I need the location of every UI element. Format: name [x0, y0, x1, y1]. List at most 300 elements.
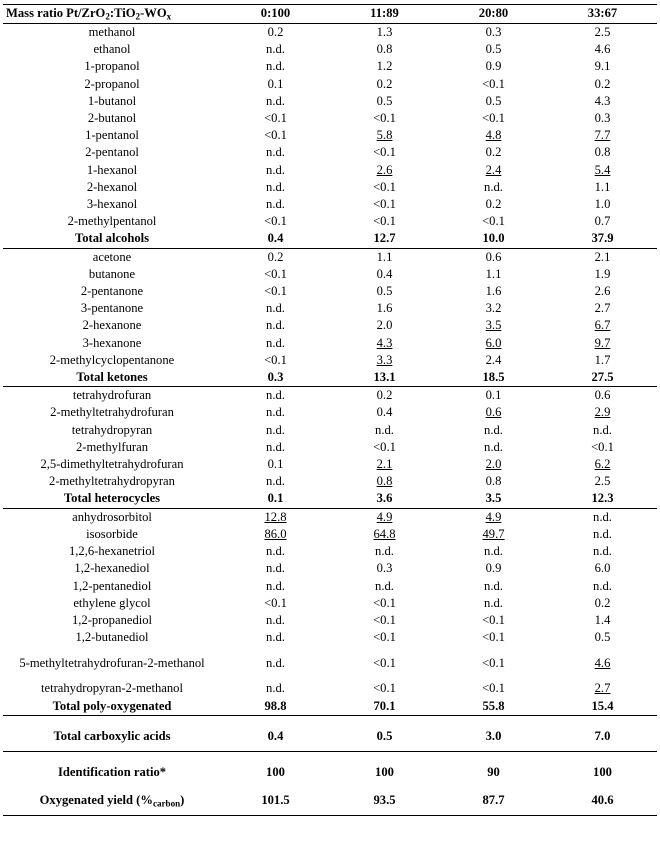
value-cell-text: 0.1 [485, 388, 502, 403]
compound-name [3, 439, 221, 456]
value-cell [221, 41, 330, 58]
value-cell-text: n.d. [593, 544, 612, 559]
value-cell-text: <0.1 [264, 214, 287, 229]
value-cell-text: n.d. [593, 578, 612, 593]
value-cell-text: n.d. [266, 681, 285, 696]
value-cell [330, 526, 439, 543]
compound-name-text: 1-hexanol [86, 162, 138, 177]
total-row [3, 723, 657, 752]
value-cell [548, 352, 657, 369]
value-cell-text: n.d. [266, 561, 285, 576]
value-cell-text: 2.1 [594, 249, 611, 264]
value-cell-text: n.d. [375, 422, 394, 437]
table-row [3, 76, 657, 93]
spacer-cell [3, 751, 221, 759]
value-cell [330, 543, 439, 560]
value-cell [330, 759, 439, 787]
value-cell-text: 93.5 [373, 793, 396, 808]
value-cell-text: n.d. [484, 179, 503, 194]
value-cell [439, 473, 548, 490]
value-cell-text: 1.2 [376, 59, 393, 74]
ratio-header: 33:67 [548, 5, 657, 24]
value-cell [330, 404, 439, 421]
compound-name-text: 2-methylcyclopentanone [49, 352, 175, 367]
value-cell [221, 317, 330, 334]
compound-name [3, 422, 221, 439]
value-cell [330, 787, 439, 816]
value-cell [548, 58, 657, 75]
spacer-row [3, 715, 657, 723]
value-cell-text: 10.0 [482, 231, 505, 246]
compound-name [3, 473, 221, 490]
compound-name-text: 2-hexanol [86, 179, 138, 194]
table-row [3, 335, 657, 352]
value-cell [548, 490, 657, 508]
compound-name [3, 456, 221, 473]
value-cell-text: <0.1 [373, 179, 396, 194]
value-cell-text: <0.1 [373, 145, 396, 160]
value-cell [548, 76, 657, 93]
value-cell [221, 543, 330, 560]
value-cell [221, 787, 330, 816]
ratio-header: 20:80 [439, 5, 548, 24]
value-cell-text: n.d. [266, 197, 285, 212]
compound-name [3, 230, 221, 248]
compound-name [3, 300, 221, 317]
value-cell-text: 12.3 [591, 491, 614, 506]
value-cell [221, 24, 330, 42]
table-row [3, 248, 657, 266]
value-cell-text: 0.3 [485, 25, 502, 39]
value-cell-text: 6.7 [594, 318, 611, 333]
value-cell [221, 404, 330, 421]
compound-name [3, 629, 221, 646]
compound-name-text: 2-butanol [87, 111, 137, 126]
value-cell-text: n.d. [266, 388, 285, 403]
table-row [3, 41, 657, 58]
yield-label: Oxygenated yield (% [39, 793, 153, 808]
compound-name [3, 543, 221, 560]
value-cell [221, 422, 330, 439]
compound-name-text: 2-propanol [84, 76, 140, 91]
compound-name-text: Total heterocycles [63, 491, 161, 506]
value-cell [439, 404, 548, 421]
value-cell [548, 230, 657, 248]
table-row [3, 526, 657, 543]
total-row [3, 230, 657, 248]
value-cell [221, 759, 330, 787]
compound-name-text: Identification ratio* [57, 765, 167, 780]
value-cell [330, 230, 439, 248]
compound-name [3, 698, 221, 716]
value-cell-text: 0.6 [594, 388, 611, 403]
value-cell-text: 70.1 [373, 698, 396, 713]
value-cell [439, 144, 548, 161]
compound-name [3, 612, 221, 629]
spacer-cell [439, 751, 548, 759]
value-cell-text: 2.4 [485, 352, 502, 367]
value-cell [439, 213, 548, 230]
value-cell-text: n.d. [266, 335, 285, 350]
value-cell [439, 526, 548, 543]
value-cell [439, 335, 548, 352]
value-cell [439, 508, 548, 526]
compound-name [3, 787, 221, 816]
summary-row [3, 759, 657, 787]
value-cell [330, 300, 439, 317]
compound-name-text: isosorbide [86, 526, 138, 541]
value-cell [221, 179, 330, 196]
value-cell [330, 127, 439, 144]
total-row [3, 490, 657, 508]
value-cell-text: 101.5 [261, 793, 290, 808]
value-cell [548, 508, 657, 526]
compound-name-text: 2-methylfuran [75, 439, 149, 454]
value-cell-text: 0.5 [376, 284, 393, 299]
value-cell [330, 76, 439, 93]
table-row [3, 680, 657, 697]
compound-name-text: 1,2-propanediol [71, 612, 153, 627]
value-cell [548, 110, 657, 127]
value-cell [221, 213, 330, 230]
compound-name [3, 162, 221, 179]
product-distribution-table [3, 4, 657, 816]
value-cell [548, 787, 657, 816]
table-row [3, 456, 657, 473]
compound-name-text: 1-pentanol [85, 128, 139, 143]
compound-name-text: Total carboxylic acids [53, 729, 171, 744]
value-cell [330, 508, 439, 526]
compound-name-text: 5-methyltetrahydrofuran-2-methanol [19, 655, 205, 670]
value-cell [439, 439, 548, 456]
value-cell [330, 196, 439, 213]
value-cell-text: 0.3 [267, 370, 284, 385]
value-cell [221, 144, 330, 161]
value-cell [548, 93, 657, 110]
value-cell-text: 2.6 [376, 162, 393, 177]
value-cell [330, 456, 439, 473]
value-cell-text: 0.5 [376, 729, 393, 744]
compound-name [3, 387, 221, 405]
value-cell-text: n.d. [593, 422, 612, 437]
value-cell-text: 2.6 [594, 284, 611, 299]
value-cell-text: 1.4 [594, 612, 611, 627]
table-row [3, 110, 657, 127]
value-cell [439, 456, 548, 473]
value-cell [439, 578, 548, 595]
value-cell [439, 248, 548, 266]
compound-name-text: 2-methyltetrahydrofuran [50, 405, 174, 420]
value-cell-text: <0.1 [482, 681, 505, 696]
value-cell [439, 387, 548, 405]
value-cell [548, 646, 657, 680]
value-cell-text: n.d. [266, 422, 285, 437]
value-cell-text: 4.6 [594, 42, 611, 57]
value-cell [330, 179, 439, 196]
value-cell [221, 248, 330, 266]
value-cell-text: 18.5 [482, 370, 505, 385]
compound-name-text: 1,2-hexanediol [74, 561, 150, 576]
table-row [3, 317, 657, 334]
compound-name [3, 578, 221, 595]
value-cell-text: 7.0 [594, 729, 611, 744]
value-cell [439, 422, 548, 439]
value-cell [439, 179, 548, 196]
value-cell [548, 543, 657, 560]
value-cell [548, 213, 657, 230]
value-cell-text: <0.1 [373, 612, 396, 627]
value-cell-text: 64.8 [373, 526, 396, 541]
value-cell-text: <0.1 [373, 595, 396, 610]
spacer-cell [221, 751, 330, 759]
value-cell-text: 0.2 [376, 76, 393, 91]
value-cell-text: 0.2 [485, 197, 502, 212]
value-cell-text: 4.6 [594, 655, 611, 670]
table-row [3, 508, 657, 526]
value-cell [221, 680, 330, 697]
value-cell-text: 2.5 [594, 474, 611, 489]
value-cell [439, 41, 548, 58]
value-cell-text: n.d. [266, 439, 285, 454]
table-row [3, 144, 657, 161]
value-cell-text: 1.7 [594, 352, 611, 367]
value-cell [221, 578, 330, 595]
total-row [3, 369, 657, 387]
value-cell [221, 266, 330, 283]
compound-name-text: 3-hexanol [86, 197, 138, 212]
value-cell-text: 15.4 [591, 698, 614, 713]
value-cell [221, 127, 330, 144]
value-cell [439, 543, 548, 560]
value-cell-text: 98.8 [264, 698, 287, 713]
value-cell [439, 787, 548, 816]
table-row [3, 578, 657, 595]
compound-name-text: Total poly-oxygenated [52, 698, 172, 713]
value-cell [221, 196, 330, 213]
table-row [3, 196, 657, 213]
value-cell-text: 100 [375, 765, 394, 780]
compound-name [3, 560, 221, 577]
table-row [3, 213, 657, 230]
value-cell [548, 560, 657, 577]
value-cell [330, 422, 439, 439]
value-cell [221, 646, 330, 680]
value-cell [548, 127, 657, 144]
table-body [3, 24, 657, 816]
value-cell-text: n.d. [375, 578, 394, 593]
compound-name [3, 266, 221, 283]
compound-name-text: Total ketones [76, 370, 148, 385]
value-cell-text: 3.2 [485, 301, 502, 316]
spacer-cell [439, 715, 548, 723]
value-cell-text: n.d. [266, 544, 285, 559]
value-cell-text: n.d. [266, 42, 285, 57]
value-cell [330, 93, 439, 110]
value-cell-text: n.d. [375, 544, 394, 559]
value-cell-text: n.d. [266, 630, 285, 645]
value-cell-text: n.d. [266, 145, 285, 160]
value-cell-text: 1.3 [376, 25, 393, 39]
value-cell [439, 300, 548, 317]
value-cell [548, 283, 657, 300]
spacer-cell [330, 751, 439, 759]
value-cell-text: n.d. [266, 474, 285, 489]
value-cell-text: 0.8 [485, 474, 502, 489]
value-cell-text: n.d. [484, 422, 503, 437]
value-cell [330, 439, 439, 456]
value-cell [439, 490, 548, 508]
value-cell [439, 680, 548, 697]
spacer-cell [548, 751, 657, 759]
table-row [3, 387, 657, 405]
value-cell-text: 40.6 [591, 793, 614, 808]
compound-name-text: 2,5-dimethyltetrahydrofuran [40, 457, 184, 472]
compound-name-text: 1-propanol [84, 59, 140, 74]
value-cell-text: 4.9 [485, 509, 502, 524]
value-cell-text: n.d. [266, 301, 285, 316]
value-cell-text: 6.0 [485, 335, 502, 350]
value-cell [330, 629, 439, 646]
value-cell [439, 93, 548, 110]
compound-name-text: Total alcohols [74, 231, 150, 246]
value-cell-text: <0.1 [482, 612, 505, 627]
value-cell-text: <0.1 [264, 111, 287, 126]
spacer-cell [330, 715, 439, 723]
value-cell [221, 300, 330, 317]
value-cell [330, 352, 439, 369]
value-cell-text: 2.0 [376, 318, 393, 333]
table-row [3, 473, 657, 490]
value-cell-text: 3.6 [376, 491, 393, 506]
value-cell [221, 230, 330, 248]
value-cell-text: 27.5 [591, 370, 614, 385]
compound-name [3, 595, 221, 612]
value-cell [221, 369, 330, 387]
yield-label-close: ) [180, 793, 185, 808]
table-row [3, 283, 657, 300]
value-cell [221, 76, 330, 93]
value-cell-text: 1.6 [485, 284, 502, 299]
value-cell-text: n.d. [266, 612, 285, 627]
value-cell [548, 456, 657, 473]
compound-name [3, 179, 221, 196]
compound-name-text: 2-methyltetrahydropyran [49, 474, 175, 489]
value-cell-text: <0.1 [373, 111, 396, 126]
compound-name [3, 680, 221, 697]
table-row [3, 24, 657, 42]
value-cell [548, 473, 657, 490]
value-cell-text: <0.1 [373, 439, 396, 454]
value-cell-text: 2.9 [594, 405, 611, 420]
value-cell [439, 196, 548, 213]
compound-name-text: butanone [88, 266, 136, 281]
table-row [3, 58, 657, 75]
value-cell-text: 0.4 [267, 729, 284, 744]
value-cell-text: 1.1 [376, 249, 393, 264]
table-row [3, 629, 657, 646]
value-cell [548, 404, 657, 421]
value-cell-text: <0.1 [373, 681, 396, 696]
value-cell-text: <0.1 [482, 214, 505, 229]
value-cell-text: 9.1 [594, 59, 611, 74]
value-cell-text: 0.3 [594, 111, 611, 126]
value-cell [548, 422, 657, 439]
value-cell-text: <0.1 [482, 111, 505, 126]
value-cell-text: n.d. [484, 439, 503, 454]
compound-name-text: tetrahydropyran [71, 422, 153, 437]
compound-name [3, 526, 221, 543]
value-cell [330, 24, 439, 42]
compound-name-text: methanol [88, 25, 136, 39]
value-cell-text: n.d. [266, 655, 285, 670]
table-row [3, 543, 657, 560]
compound-name-text: tetrahydropyran-2-methanol [41, 681, 183, 696]
value-cell-text: n.d. [266, 162, 285, 177]
value-cell [330, 266, 439, 283]
compound-name [3, 41, 221, 58]
value-cell-text: 1.6 [376, 301, 393, 316]
value-cell [548, 698, 657, 716]
table-row [3, 404, 657, 421]
value-cell [439, 352, 548, 369]
value-cell [439, 759, 548, 787]
value-cell [548, 248, 657, 266]
value-cell-text: n.d. [266, 578, 285, 593]
table-row [3, 422, 657, 439]
value-cell [548, 317, 657, 334]
value-cell [439, 127, 548, 144]
value-cell [548, 723, 657, 752]
value-cell [221, 560, 330, 577]
value-cell [548, 335, 657, 352]
value-cell [439, 230, 548, 248]
compound-name [3, 144, 221, 161]
value-cell-text: 2.7 [594, 301, 611, 316]
value-cell-text: <0.1 [482, 76, 505, 91]
value-cell [548, 144, 657, 161]
value-cell [221, 110, 330, 127]
compound-name-text: acetone [92, 249, 132, 264]
compound-name [3, 646, 221, 680]
value-cell [221, 162, 330, 179]
compound-name [3, 352, 221, 369]
value-cell-text: 100 [266, 765, 285, 780]
value-cell [330, 58, 439, 75]
value-cell [330, 490, 439, 508]
value-cell [221, 335, 330, 352]
value-cell [330, 283, 439, 300]
compound-name [3, 93, 221, 110]
value-cell [439, 629, 548, 646]
value-cell [330, 335, 439, 352]
spacer-cell [548, 715, 657, 723]
value-cell [221, 490, 330, 508]
value-cell-text: 0.3 [376, 561, 393, 576]
value-cell [439, 76, 548, 93]
value-cell-text: 87.7 [482, 793, 505, 808]
value-cell-text: 9.7 [594, 335, 611, 350]
value-cell-text: n.d. [484, 544, 503, 559]
compound-name [3, 196, 221, 213]
value-cell [548, 526, 657, 543]
compound-name-text: anhydrosorbitol [72, 509, 152, 524]
value-cell [548, 759, 657, 787]
value-cell-text: 0.4 [376, 266, 393, 281]
value-cell [548, 196, 657, 213]
value-cell [330, 144, 439, 161]
value-cell-text: 13.1 [373, 370, 396, 385]
value-cell [548, 300, 657, 317]
